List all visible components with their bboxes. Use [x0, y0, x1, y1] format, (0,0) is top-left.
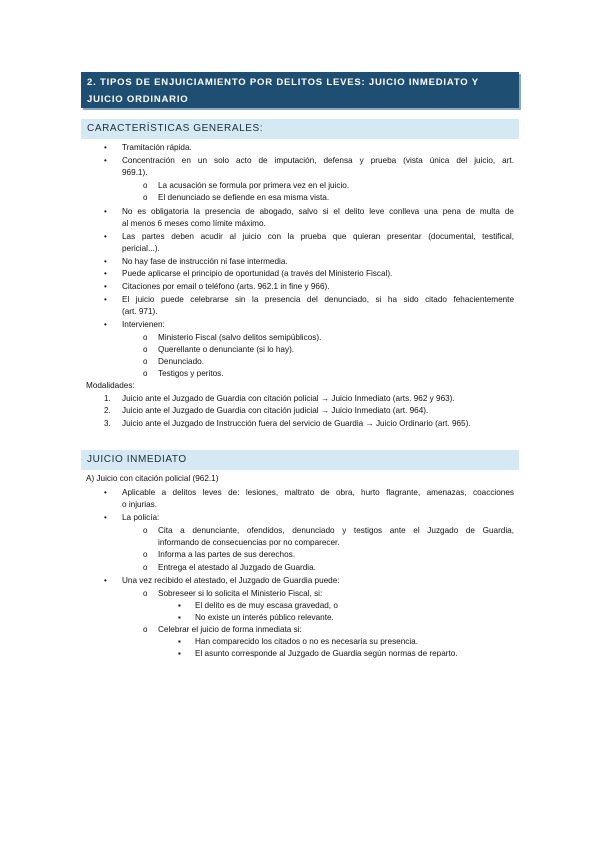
circle-marker: o [143, 193, 148, 202]
square-marker: ▪ [178, 649, 181, 658]
subsection-heading: A) Juicio con citación policial (962.1) [86, 474, 219, 483]
sub-list-item: Celebrar el juicio de forma inmediata si: [158, 625, 302, 634]
circle-marker: o [143, 345, 148, 354]
list-item: Aplicable a delitos leves de: lesiones, maltrato de obra, hurto flagrante, amenazas, coacciones [122, 488, 514, 497]
bullet-marker: • [104, 143, 107, 152]
list-item: Concentración en un solo acto de imputación, defensa y prueba (vista única del juicio, art. [122, 156, 514, 165]
bullet-marker: • [104, 257, 107, 266]
list-item-continuation: 969.1). [122, 168, 148, 177]
sub-sub-list-item: El delito es de muy escasa gravedad, o [195, 601, 338, 610]
list-item: Puede aplicarse el principio de oportunidad (a través del Ministerio Fiscal). [122, 269, 393, 278]
list-item: El juicio puede celebrarse sin la presencia del denunciado, si ha sido citado fehacientemente [122, 295, 514, 304]
bullet-marker: • [104, 513, 107, 522]
circle-marker: o [143, 357, 148, 366]
sub-sub-list-item: El asunto corresponde al Juzgado de Guardia según normas de reparto. [195, 649, 458, 658]
list-item-continuation: o injurias. [122, 500, 158, 509]
sub-list-item: Ministerio Fiscal (salvo delitos semipúblicos). [158, 333, 322, 342]
circle-marker: o [143, 526, 148, 535]
square-marker: ▪ [178, 613, 181, 622]
sub-sub-list-item: No existe un interés público relevante. [195, 613, 334, 622]
list-item: Las partes deben acudir al juicio con la prueba que quieran presentar (documental, testifical, [122, 232, 514, 241]
sub-list-item: La acusación se formula por primera vez en el juicio. [158, 181, 350, 190]
bullet-marker: • [104, 207, 107, 216]
numbered-item: Juicio ante el Juzgado de Guardia con citación policial → Juicio Inmediato (arts. 962 y 963). [122, 394, 455, 403]
circle-marker: o [143, 625, 148, 634]
list-item-continuation: (art. 971). [122, 307, 158, 316]
list-item: Citaciones por email o teléfono (arts. 962.1 in fine y 966). [122, 282, 330, 291]
bullet-marker: • [104, 576, 107, 585]
number-marker: 2. [104, 406, 111, 415]
numbered-item: Juicio ante el Juzgado de Guardia con citación judicial → Juicio Inmediato (art. 964). [122, 406, 429, 415]
circle-marker: o [143, 333, 148, 342]
sub-list-item: Testigos y peritos. [158, 369, 224, 378]
sub-list-item-continuation: informando de consecuencias por no comparecer. [158, 538, 340, 547]
list-item: No hay fase de instrucción ni fase intermedia. [122, 257, 288, 266]
bullet-marker: • [104, 320, 107, 329]
sub-sub-list-item: Han comparecido los citados o no es necesaria su presencia. [195, 637, 419, 646]
circle-marker: o [143, 563, 148, 572]
section-heading-caracteristicas: CARACTERÍSTICAS GENERALES: [81, 119, 519, 139]
sub-list-item: Sobreseer si lo solicita el Ministerio Fiscal, si: [158, 589, 323, 598]
circle-marker: o [143, 369, 148, 378]
sub-list-item: Cita a denunciante, ofendidos, denunciado y testigos ante el Juzgado de Guardia, [158, 526, 514, 535]
bullet-marker: • [104, 269, 107, 278]
bullet-marker: • [104, 282, 107, 291]
list-item: Tramitación rápida. [122, 143, 192, 152]
sub-list-item: El denunciado se defiende en esa misma vista. [158, 193, 330, 202]
sub-list-item: Denunciado. [158, 357, 204, 366]
list-item-continuation: al menos 6 meses como límite máximo. [122, 219, 266, 228]
modalidades-label: Modalidades: [86, 381, 135, 390]
bullet-marker: • [104, 232, 107, 241]
bullet-marker: • [104, 295, 107, 304]
list-item: La policía: [122, 513, 160, 522]
number-marker: 3. [104, 419, 111, 428]
page-title: 2. TIPOS DE ENJUICIAMIENTO POR DELITOS LEVES: JUICIO INMEDIATO Y JUICIO ORDINARIO [81, 72, 519, 108]
list-item: No es obligatoria la presencia de abogado, salvo si el delito leve conlleva una pena de multa de [122, 207, 514, 216]
circle-marker: o [143, 181, 148, 190]
number-marker: 1. [104, 394, 111, 403]
list-item-continuation: pericial...). [122, 244, 160, 253]
list-item: Intervienen: [122, 320, 165, 329]
circle-marker: o [143, 550, 148, 559]
sub-list-item: Informa a las partes de sus derechos. [158, 550, 295, 559]
sub-list-item: Querellante o denunciante (si lo hay). [158, 345, 295, 354]
square-marker: ▪ [178, 601, 181, 610]
numbered-item: Juicio ante el Juzgado de Instrucción fuera del servicio de Guardia → Juicio Ordinario (art. 965). [122, 419, 471, 428]
bullet-marker: • [104, 488, 107, 497]
bullet-marker: • [104, 156, 107, 165]
circle-marker: o [143, 589, 148, 598]
square-marker: ▪ [178, 637, 181, 646]
sub-list-item: Entrega el atestado al Juzgado de Guardia. [158, 563, 316, 572]
list-item: Una vez recibido el atestado, el Juzgado de Guardia puede: [122, 576, 340, 585]
section-heading-juicio-inmediato: JUICIO INMEDIATO [81, 450, 519, 470]
